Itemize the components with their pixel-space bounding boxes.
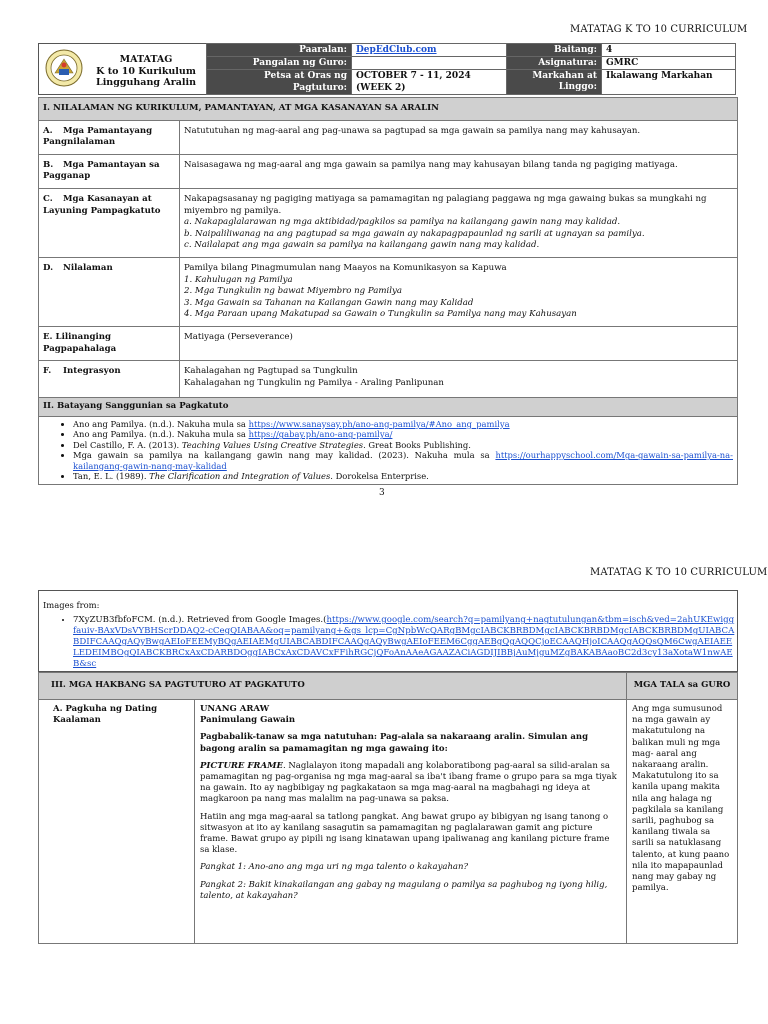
teacher-notes-title: MGA TALA sa GURO	[627, 673, 738, 700]
row-e-label: Lilinanging Pagpapahalaga	[43, 331, 117, 354]
objective-item: c. Nailalapat ang mga gawain sa pamilya na kailangang gawin nang may kalidad.	[184, 240, 540, 251]
images-source-box	[38, 590, 738, 672]
row-b-label: Mga Pamantayan sa Pagganap	[43, 159, 160, 182]
info-grid	[206, 43, 736, 95]
title-line-3: Lingguhang Aralin	[96, 77, 196, 88]
picture-frame-paragraph: PICTURE FRAME. Naglalayon itong mapadali ang kolaboratibong pag-aaral sa silid-aralan sa pamamagitan ng pag-organisa ng mga mag-aaral sa iba't ibang frame o grupo para sa mga tiyak na gawain. Ito ay nagbibigay ng pagkakataon sa mga mag-aaral na magbahagi ng ideya at magkaroon pa nang mas malalim na pag-unawa sa paksa.	[200, 760, 617, 805]
images-from-label: Images from:	[43, 600, 100, 610]
reference-item: • Ano ang Pamilya. (n.d.). Nakuha mula sa https://www.sanaysay.ph/ano-ang-pamilya/#Ano_ang_pamilya	[73, 419, 733, 430]
reference-item: • Tan, E. L. (1989). The Clarification and Integration of Values. Dorokelsa Enterprise.	[73, 471, 733, 482]
row-c-intro: Nakapagsasanay ng pagiging matiyaga sa pamamagitan ng palagiang paggawa ng mga gawaing bukas sa mungkahi ng miyembro ng pamilya.	[184, 193, 707, 216]
row-a-label: Mga Pamantayang Pangnilalaman	[43, 125, 153, 148]
references-list	[43, 419, 733, 482]
day-label: UNANG ARAW	[200, 704, 270, 714]
row-c-number: C.	[43, 193, 53, 204]
section-1-title: I. NILALAMAN NG KURIKULUM, PAMANTAYAN, AT MGA KASANAYAN SA ARALIN	[39, 98, 738, 121]
integration-line: Kahalagahan ng Pagtupad sa Tungkulin	[184, 366, 358, 377]
grade-value: 4	[602, 44, 736, 57]
subject-label: Asignatura:	[507, 57, 602, 70]
grouping-paragraph: Hatiin ang mga mag-aaral sa tatlong pangkat. Ang bawat grupo ay bibigyan ng isang tanong o sitwasyon at ito ay kanilang sasagutin sa pamamagitan ng paglalarawan gamit ang picture frame. Bawat grupo ay pipili ng isang kinatawan upang ipaliwanag ang kanilang picture frame sa klase.	[200, 811, 610, 856]
group-2-question: Pangkat 2: Bakit kinakailangan ang gabay ng magulang o pamilya sa paghubog ng iyong hilig, talento, at kakayahan?	[200, 879, 608, 901]
teacher-value	[352, 57, 507, 70]
image-source-item: • 7XyZUB3fbfoFCM. (n.d.). Retrieved from Google Images.(https://www.google.com/search?q=pamilyang+nagtutulungan&tbm=isch&ved=2ahUKEwiggfauiv-BAxVDsVYBHScrDDAQ2-cCegQIABAA&oq=pamilyang+&gs_lcp=CgNpbWcQARgBMgcIABCKBRBDMgcIABCKBRBDMgcIABCKBRBDMgUIABCABDIFCAAQgAQyBwgAEIoFEEMyBQgAEIAEMgUIABCABDIFCAAQgAQyBwgAEIoFEEM6CggAEBgQgAQQCjoECAAQHjoICAAQgAQQsQM6CwgAEIAEELEDEIMBOgQIABCKBRCxAxCDARBDOggIABCxAxCDAVCxFFihRGCjQFoAnAAeAGAAZACiAGDIJIBBjAuMjguMZgBAKABAaoBC2d3cy13aXotaW1nwAEB&sc	[73, 615, 737, 670]
section-3-title: III. MGA HAKBANG SA PAGTUTURO AT PAGKATUTO	[39, 673, 627, 700]
row-c-label: Mga Kasanayan at Layuning Pampagkatuto	[43, 193, 161, 216]
curriculum-header: MATATAG K TO 10 CURRICULUM	[570, 24, 748, 35]
row-b-number: B.	[43, 159, 54, 170]
teaching-steps-table	[38, 672, 738, 944]
curriculum-header-page-2: MATATAG K TO 10 CURRICULUM	[590, 567, 768, 578]
row-f-label: Integrasyon	[63, 366, 121, 377]
row-f-number: F.	[43, 366, 52, 377]
teacher-notes-text: Ang mga sumusunod na mga gawain ay makatutulong na balikan muli ng mga mag- aaral ang nakaraang aralin. Makatutulong ito sa kanila upang makita nila ang halaga ng pagkilala sa kanilang sarili, paghubog sa kanilang tiwala sa sarili sa natuklasang talento, at kung paano nila ito mapapaunlad nang may gabay ng pamilya.	[627, 700, 738, 944]
quarter-value: Ikalawang Markahan	[602, 70, 736, 95]
row-d-intro: Pamilya bilang Pinagmumulan nang Maayos na Komunikasyon sa Kapuwa	[184, 262, 507, 273]
integration-line: Kahalagahan ng Tungkulin ng Pamilya - Araling Panlipunan	[184, 377, 444, 388]
row-d-number: D.	[43, 262, 54, 273]
reference-item: • Ano ang Pamilya. (n.d.). Nakuha mula sa https://gabay.ph/ano-ang-pamilya/	[73, 429, 733, 440]
title-block	[38, 43, 208, 95]
objective-item: a. Nakapaglalarawan ng mga aktibidad/pagkilos sa pamilya na kailangang gawin nang may kalidad.	[184, 217, 621, 228]
row-e-text: Matiyaga (Perseverance)	[180, 326, 738, 360]
section-2-title: II. Batayang Sanggunian sa Pagkatuto	[39, 398, 738, 417]
reference-link[interactable]: https://gabay.ph/ano-ang-pamilya/	[248, 429, 393, 440]
row-a-text: Natututuhan ng mag-aaral ang pag-unawa sa pagtupad sa mga gawain sa pamilya nang may kahusayan.	[180, 120, 738, 154]
group-1-question: Pangkat 1: Ano-ano ang mga uri ng mga talento o kakayahan?	[200, 862, 469, 873]
deped-seal-icon	[45, 49, 83, 87]
content-item: 4. Mga Paraan upang Makatupad sa Gawain o Tungkulin sa Pamilya nang may Kahusayan	[184, 309, 577, 320]
school-link[interactable]: DepEdClub.com	[356, 45, 437, 55]
title-line-2: K to 10 Kurikulum	[96, 65, 196, 77]
row-a-number: A.	[43, 125, 53, 136]
page-number: 3	[379, 488, 385, 498]
curriculum-table	[38, 97, 738, 485]
reference-link[interactable]: https://www.sanaysay.ph/ano-ang-pamilya/#Ano_ang_pamilya	[248, 418, 510, 429]
activity-label: Panimulang Gawain	[200, 715, 296, 726]
school-label: Paaralan:	[207, 44, 352, 57]
objective-item: b. Naipaliliwanag na ang pagtupad sa mga gawain ay nakapagpapaunlad ng sarili at ugnayan sa pamilya.	[184, 228, 645, 239]
quarter-label: Markahan at Linggo:	[507, 70, 602, 95]
grade-label: Baitang:	[507, 44, 602, 57]
reference-item: • Mga gawain sa pamilya na kailangang gawin nang may kalidad. (2023). Nakuha mula sa https://ourhappyschool.com/Mga-gawain-sa-pamilya-na-kailangang-gawin-nang-may-kalidad	[73, 450, 733, 471]
reference-link[interactable]: https://ourhappyschool.com/Mga-gawain-sa-pamilya-na-kailangang-gawin-nang-may-kalidad	[73, 450, 733, 471]
date-value: OCTOBER 7 - 11, 2024 (WEEK 2)	[352, 70, 507, 95]
content-item: 2. Mga Tungkulin ng bawat Miyembro ng Pamilya	[184, 286, 403, 297]
row-d-label: Nilalaman	[63, 262, 113, 273]
subject-value: GMRC	[602, 57, 736, 70]
review-paragraph: Pagbabalik-tanaw sa mga natutuhan: Pag-alala sa nakaraang aralin. Simulan ang bagong aralin sa pamamagitan ng mga gawaing ito:	[200, 732, 589, 754]
content-item: 1. Kahulugan ng Pamilya	[184, 274, 293, 285]
reference-item: • Del Castillo, F. A. (2013). Teaching Values Using Creative Strategies. Great Books Publishing.	[73, 440, 733, 451]
content-item: 3. Mga Gawain sa Tahanan na Kailangan Gawin nang may Kalidad	[184, 297, 474, 308]
image-source-link[interactable]: https://www.google.com/search?q=pamilyang+nagtutulungan&tbm=isch&ved=2ahUKEwiggfauiv-BAxVDsVYBHScrDDAQ2-cCegQIABAA&oq=pamilyang+&gs_lcp=CgNpbWcQARgBMgcIABCKBRBDMgcIABCKBRBDMgcIABCKBRBDMgUIABCABDIFCAAQgAQyBwgAEIoFEEMyBQgAEIAEMgUIABCABDIFCAAQgAQyBwgAEIoFEEM6CggAEBgQgAQQCjoECAAQHjoICAAQgAQQsQM6CwgAEIAEELEDEIMBOgQIABCKBRCxAxCDARBDOggIABCxAxCDAVCxFFihRGCjQFoAnAAeAGAAZACiAGDIJIBBjAuMjguMZgBAKABAaoBC2d3cy13aXotaW1nwAEB&sc	[73, 615, 735, 669]
row-b-text: Naisasagawa ng mag-aaral ang mga gawain sa pamilya nang may kahusayan bilang tanda ng pagiging matiyaga.	[180, 154, 738, 188]
title-line-1: MATATAG	[119, 54, 173, 65]
teacher-label: Pangalan ng Guro:	[207, 57, 352, 70]
date-label: Petsa at Oras ng Pagtuturo:	[207, 70, 352, 95]
row-e-number: E.	[43, 331, 53, 342]
step-a-label: A. Pagkuha ng Dating Kaalaman	[39, 700, 195, 944]
